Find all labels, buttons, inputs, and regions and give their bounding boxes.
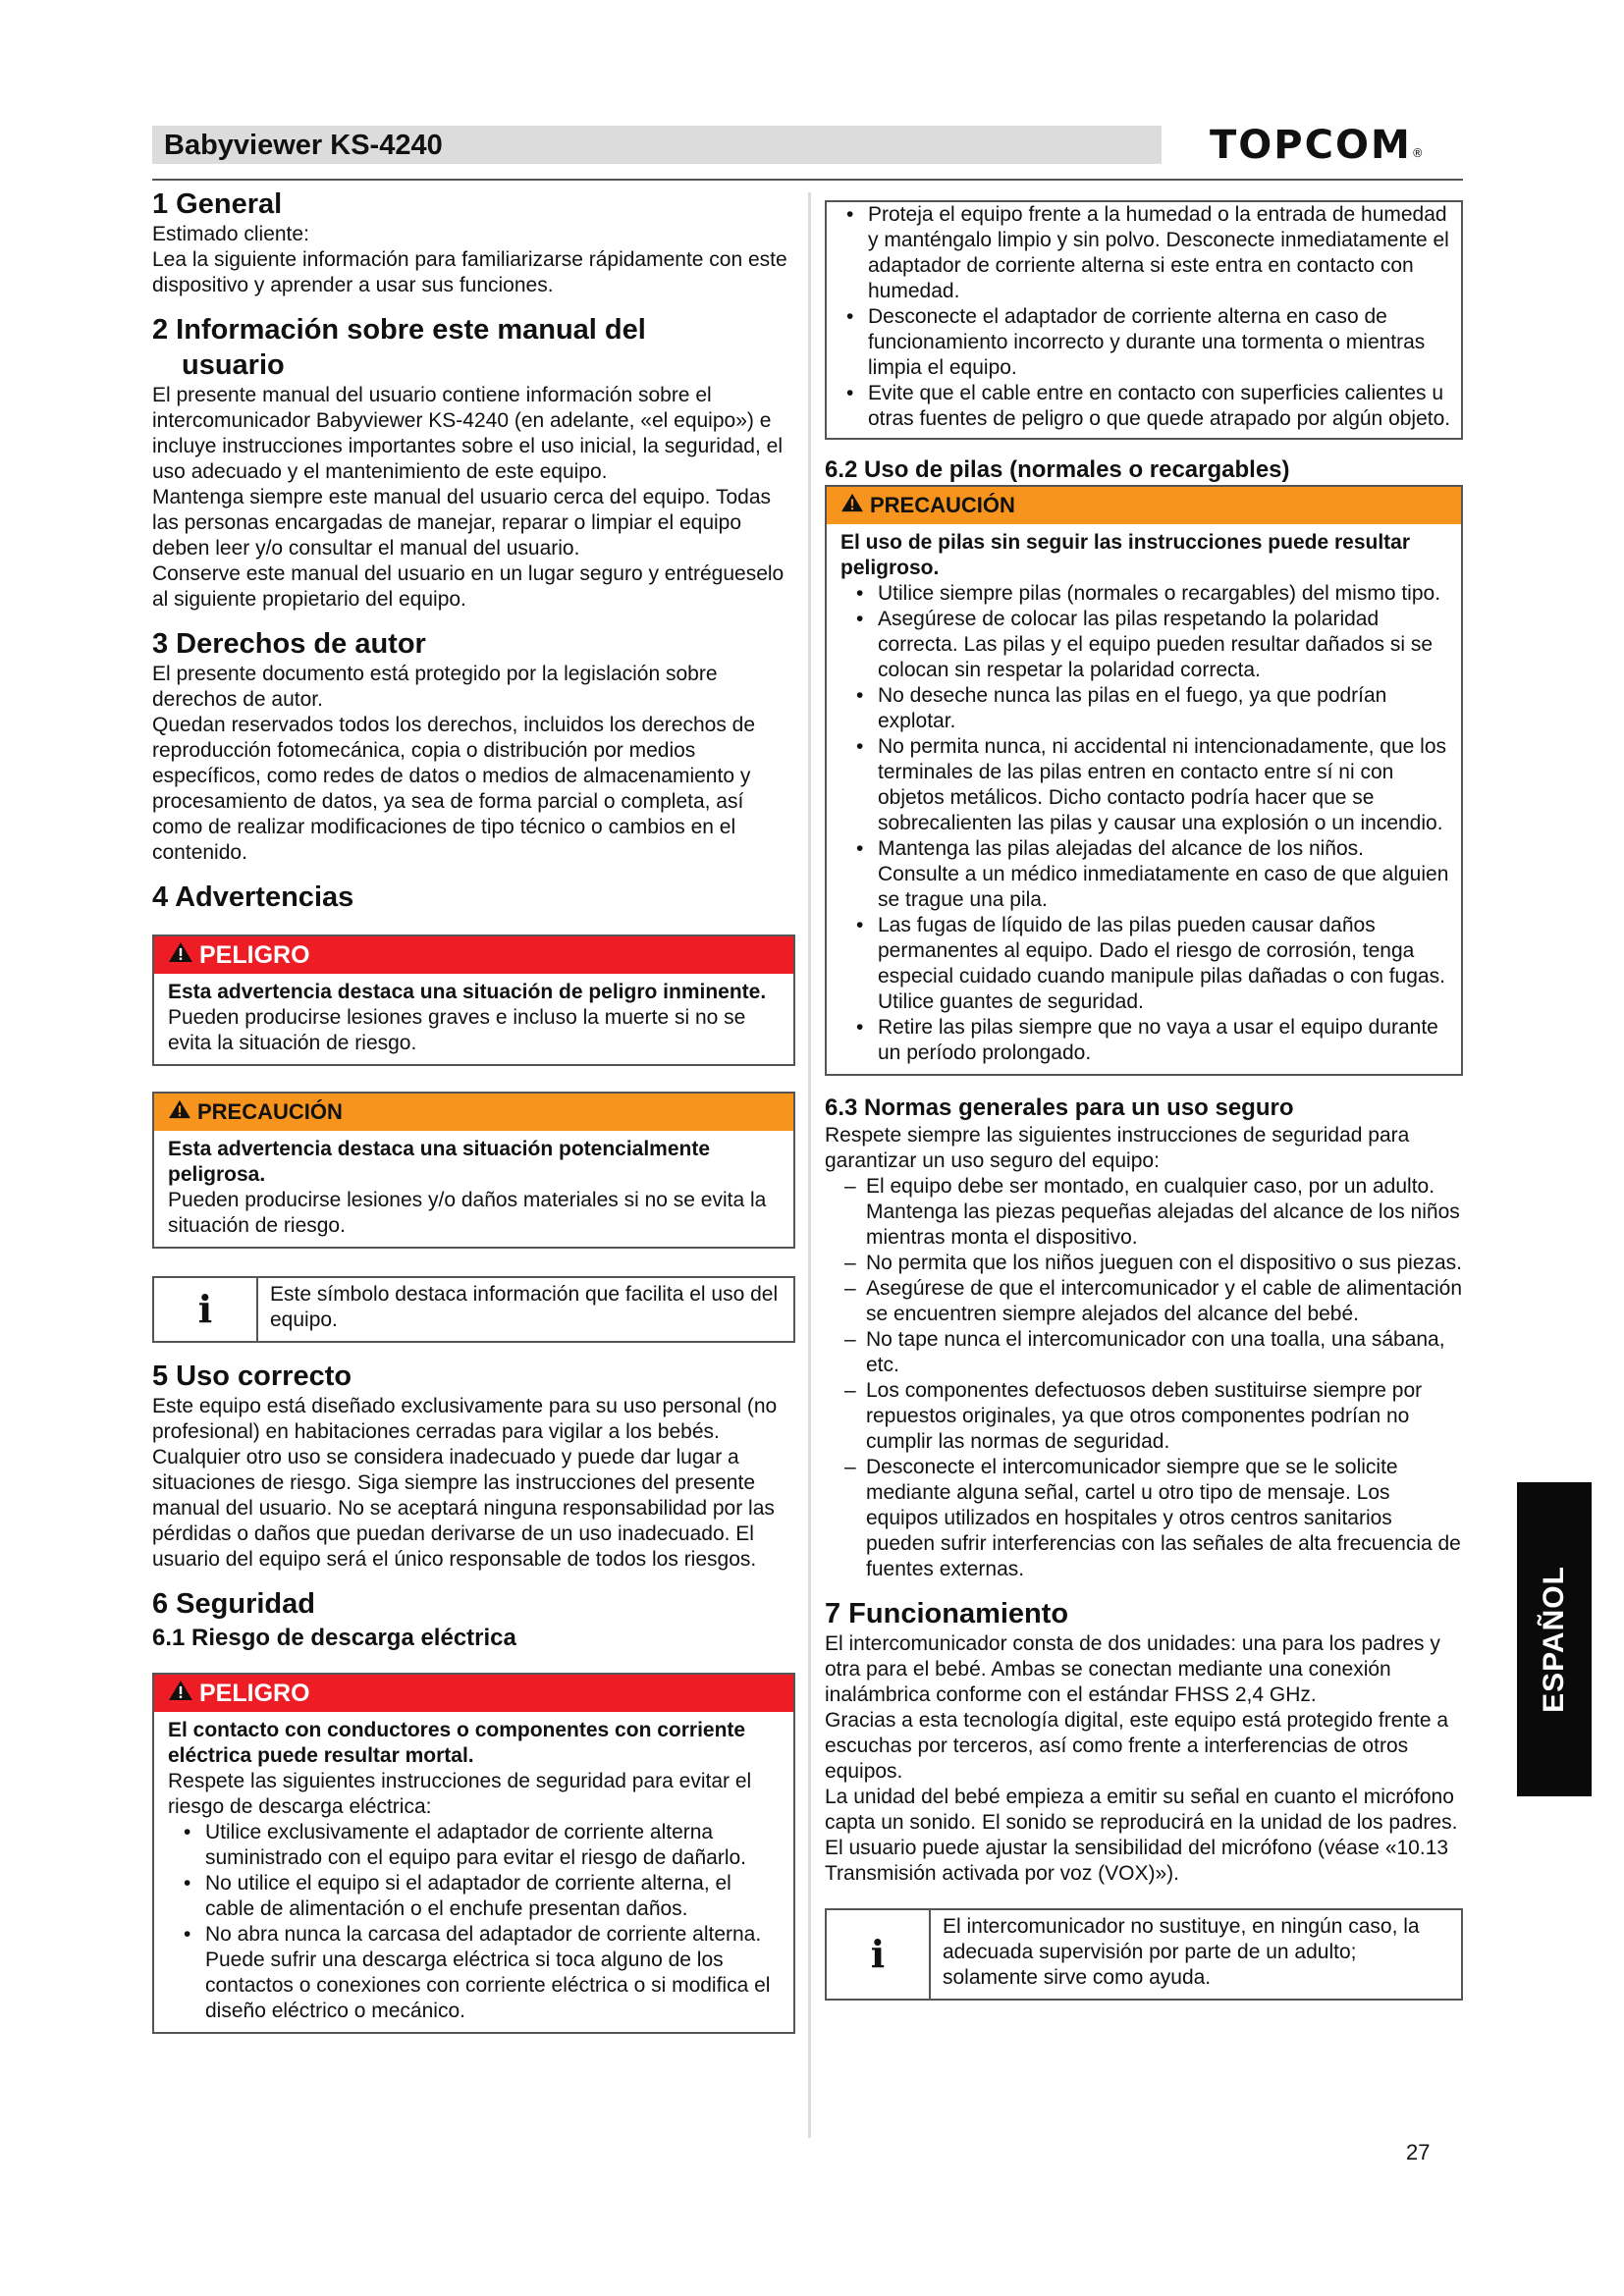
section-2-paragraph: Mantenga siempre este manual del usuario cerca del equipo. Todas las personas encargadas de manejar, reparar o limpiar el equipo deben leer y/o consultar el manual del usuario.	[152, 486, 771, 560]
section-2-paragraph: Conserve este manual del usuario en un lugar seguro y entrégueselo al siguiente propietario del equipo.	[152, 562, 785, 611]
list-item: • No deseche nunca las pilas en el fuego, ya que podrían explotar.	[840, 683, 1449, 734]
list-item: • Proteja el equipo frente a la humedad o la entrada de humedad y manténgalo limpio y sin polvo. Desconecte inmediatamente el adaptador de corriente alterna si este entra en contacto con humedad.	[831, 202, 1451, 304]
list-item: • No permita nunca, ni accidental ni intencionadamente, que los terminales de las pilas entren en contacto entre sí ni con objetos metálicos. Dicho contacto podría hacer que se sobrecalienten las pilas y causar una explosión o un incendio.	[840, 734, 1449, 836]
info-notice	[825, 1908, 1463, 2001]
caution-notice-header	[154, 1094, 793, 1131]
section-6-1-title: 6.1 Riesgo de descarga eléctrica	[152, 1625, 516, 1651]
section-7-title: 7 Funcionamiento	[825, 1598, 1069, 1629]
warning-triangle-icon	[168, 940, 193, 970]
danger-notice-electric	[152, 1673, 795, 2034]
caution-notice-batteries	[825, 485, 1463, 1076]
section-7-paragraph: La unidad del bebé empieza a emitir su señal en cuanto el micrófono capta un sonido. El sonido se reproducirá en la unidad de los padres. El usuario puede ajustar la sensibilidad del micrófono (véase «10.13 Transmisión activada por voz (VOX)»).	[825, 1786, 1458, 1885]
danger-notice-header	[154, 936, 793, 974]
section-6-3-intro: Respete siempre las siguientes instrucciones de seguridad para garantizar un uso seguro del equipo:	[825, 1124, 1410, 1172]
list-item: – Los componentes defectuosos deben sustituirse siempre por repuestos originales, ya que otros componentes podrían no cumplir las normas de seguridad.	[825, 1378, 1463, 1455]
list-item: – No permita que los niños jueguen con el dispositivo o sus piezas.	[825, 1251, 1463, 1276]
section-1-text: Lea la siguiente información para familiarizarse rápidamente con este dispositivo y aprender a usar sus funciones.	[152, 248, 787, 296]
list-item: – No tape nunca el intercomunicador con una toalla, una sábana, etc.	[825, 1327, 1463, 1378]
danger-label: PELIGRO	[199, 1680, 310, 1707]
battery-safety-list	[840, 581, 1449, 1066]
electric-safety-list-continued	[831, 202, 1451, 432]
brand-registered-mark: ®	[1411, 146, 1426, 160]
danger-notice-text: Respete las siguientes instrucciones de seguridad para evitar el riesgo de descarga eléctrica:	[168, 1770, 752, 1818]
info-icon: i	[827, 1910, 931, 1999]
section-2-title-line1: 2 Información sobre este manual del	[152, 314, 646, 346]
section-3-paragraph: El presente documento está protegido por la legislación sobre derechos de autor.	[152, 663, 718, 711]
info-notice-text: El intercomunicador no sustituye, en ningún caso, la adecuada supervisión por parte de un adulto; solamente sirve como ayuda.	[943, 1915, 1420, 1989]
left-column	[152, 187, 795, 2034]
list-item: • Retire las pilas siempre que no vaya a usar el equipo durante un período prolongado.	[840, 1015, 1449, 1066]
language-tab	[1517, 1482, 1592, 1796]
brand-name: TOPCOM	[1210, 123, 1412, 168]
right-column	[825, 200, 1463, 2001]
caution-notice-header	[827, 487, 1461, 524]
list-item: • Desconecte el adaptador de corriente alterna en caso de funcionamiento incorrecto y durante una tormenta o mientras limpia el equipo.	[831, 304, 1451, 381]
list-item: • Asegúrese de colocar las pilas respetando la polaridad correcta. Las pilas y el equipo pueden resultar dañados si se colocan sin respetar la polaridad correcta.	[840, 607, 1449, 683]
danger-notice	[152, 934, 795, 1066]
danger-notice-lead: El contacto con conductores o componentes con corriente eléctrica puede resultar mortal.	[168, 1719, 746, 1767]
page-number: 27	[1406, 2140, 1431, 2164]
section-2-title-line2: usuario	[182, 349, 285, 381]
danger-notice-header	[154, 1675, 793, 1712]
section-7-paragraph: El intercomunicador consta de dos unidades: una para los padres y otra para el bebé. Ambas se conectan mediante una conexión inalámbrica conforme con el estándar FHSS 2,4 GHz.	[825, 1632, 1440, 1706]
warning-triangle-icon	[168, 1679, 193, 1708]
section-6-3-title: 6.3 Normas generales para un uso seguro	[825, 1095, 1294, 1121]
list-item: – Asegúrese de que el intercomunicador y el cable de alimentación se encuentren siempre alejados del alcance del bebé.	[825, 1276, 1463, 1327]
list-item: • No abra nunca la carcasa del adaptador de corriente alterna. Puede sufrir una descarga eléctrica si toca alguno de los contactos o conexiones con corriente eléctrica o si modifica el diseño eléctrico o mecánico.	[168, 1922, 782, 2024]
list-item: • Las fugas de líquido de las pilas pueden causar daños permanentes al equipo. Dado el riesgo de corrosión, tenga especial cuidado cuando manipule pilas dañadas o con fugas. Utilice guantes de seguridad.	[840, 913, 1449, 1015]
section-3-paragraph: Quedan reservados todos los derechos, incluidos los derechos de reproducción fotomecánica, copia o distribución por medios específicos, como redes de datos o medios de almacenamiento y procesamiento de datos, ya sea de forma parcial o completa, así como de realizar modificaciones de tipo técnico o cambios en el contenido.	[152, 714, 756, 864]
warning-triangle-icon	[168, 1097, 191, 1127]
warning-triangle-icon	[840, 491, 864, 520]
section-2-paragraph: El presente manual del usuario contiene información sobre el intercomunicador Babyviewer KS-4240 (en adelante, «el equipo») e incluye instrucciones importantes sobre el uso inicial, la seguridad, el uso adecuado y el mantenimiento de este equipo.	[152, 384, 783, 483]
section-2-title	[152, 312, 795, 383]
section-3-title: 3 Derechos de autor	[152, 628, 426, 660]
product-title: Babyviewer KS-4240	[164, 130, 443, 161]
info-icon: i	[154, 1278, 258, 1341]
section-6-2-title: 6.2 Uso de pilas (normales o recargables)	[825, 456, 1290, 483]
caution-notice-lead: El uso de pilas sin seguir las instrucciones puede resultar peligroso.	[840, 531, 1411, 579]
caution-label: PRECAUCIÓN	[870, 493, 1015, 517]
info-notice-text: Este símbolo destaca información que facilita el uso del equipo.	[270, 1283, 779, 1331]
section-5-paragraph: Este equipo está diseñado exclusivamente para su uso personal (no profesional) en habitaciones cerradas para vigilar a los bebés. Cualquier otro uso se considera inadecuado y puede dar lugar a situaciones de riesgo. Siga siempre las instrucciones del presente manual del usuario. No se aceptará ninguna responsabilidad por las pérdidas o daños que puedan derivarse de un uso inadecuado. El usuario del equipo será el único responsable de todos los riesgos.	[152, 1395, 778, 1571]
general-safety-list	[825, 1174, 1463, 1582]
danger-notice-lead: Esta advertencia destaca una situación de peligro inminente.	[168, 981, 767, 1003]
danger-label: PELIGRO	[199, 941, 310, 969]
section-4-title: 4 Advertencias	[152, 881, 354, 913]
list-item: – Desconecte el intercomunicador siempre que se le solicite mediante alguna señal, cartel u otro tipo de mensaje. Los equipos utilizados en hospitales y otros centros sanitarios pueden sufrir interferencias con las señales de alta frecuencia de fuentes externas.	[825, 1455, 1463, 1582]
language-tab-label: ESPAÑOL	[1538, 1566, 1570, 1713]
list-item: • Utilice exclusivamente el adaptador de corriente alterna suministrado con el equipo para evitar el riesgo de dañarlo.	[168, 1820, 782, 1871]
column-divider	[808, 192, 811, 2138]
caution-notice-text: Pueden producirse lesiones y/o daños materiales si no se evita la situación de riesgo.	[168, 1189, 767, 1237]
header-rule	[152, 179, 1463, 181]
electric-safety-list	[168, 1820, 782, 2024]
caution-label: PRECAUCIÓN	[197, 1099, 343, 1124]
section-1-greeting: Estimado cliente:	[152, 223, 309, 245]
list-item: • Utilice siempre pilas (normales o recargables) del mismo tipo.	[840, 581, 1449, 607]
caution-notice	[152, 1092, 795, 1249]
list-item: • Mantenga las pilas alejadas del alcance de los niños. Consulte a un médico inmediatamente en caso de que alguien se trague una pila.	[840, 836, 1449, 913]
brand-logo	[1210, 124, 1426, 167]
info-notice	[152, 1276, 795, 1343]
electric-safety-continued-box	[825, 200, 1463, 440]
caution-notice-lead: Esta advertencia destaca una situación potencialmente peligrosa.	[168, 1138, 711, 1186]
section-7-paragraph: Gracias a esta tecnología digital, este equipo está protegido frente a escuchas por terceros, así como frente a interferencias de otros equipos.	[825, 1709, 1449, 1783]
section-5-title: 5 Uso correcto	[152, 1361, 352, 1392]
list-item: • No utilice el equipo si el adaptador de corriente alterna, el cable de alimentación o el enchufe presentan daños.	[168, 1871, 782, 1922]
section-1-title: 1 General	[152, 188, 283, 220]
danger-notice-text: Pueden producirse lesiones graves e incluso la muerte si no se evita la situación de riesgo.	[168, 1006, 746, 1054]
section-6-title: 6 Seguridad	[152, 1588, 315, 1620]
list-item: • Evite que el cable entre en contacto con superficies calientes u otras fuentes de peligro o que quede atrapado por algún objeto.	[831, 381, 1451, 432]
list-item: – El equipo debe ser montado, en cualquier caso, por un adulto. Mantenga las piezas pequeñas alejadas del alcance de los niños mientras monta el dispositivo.	[825, 1174, 1463, 1251]
